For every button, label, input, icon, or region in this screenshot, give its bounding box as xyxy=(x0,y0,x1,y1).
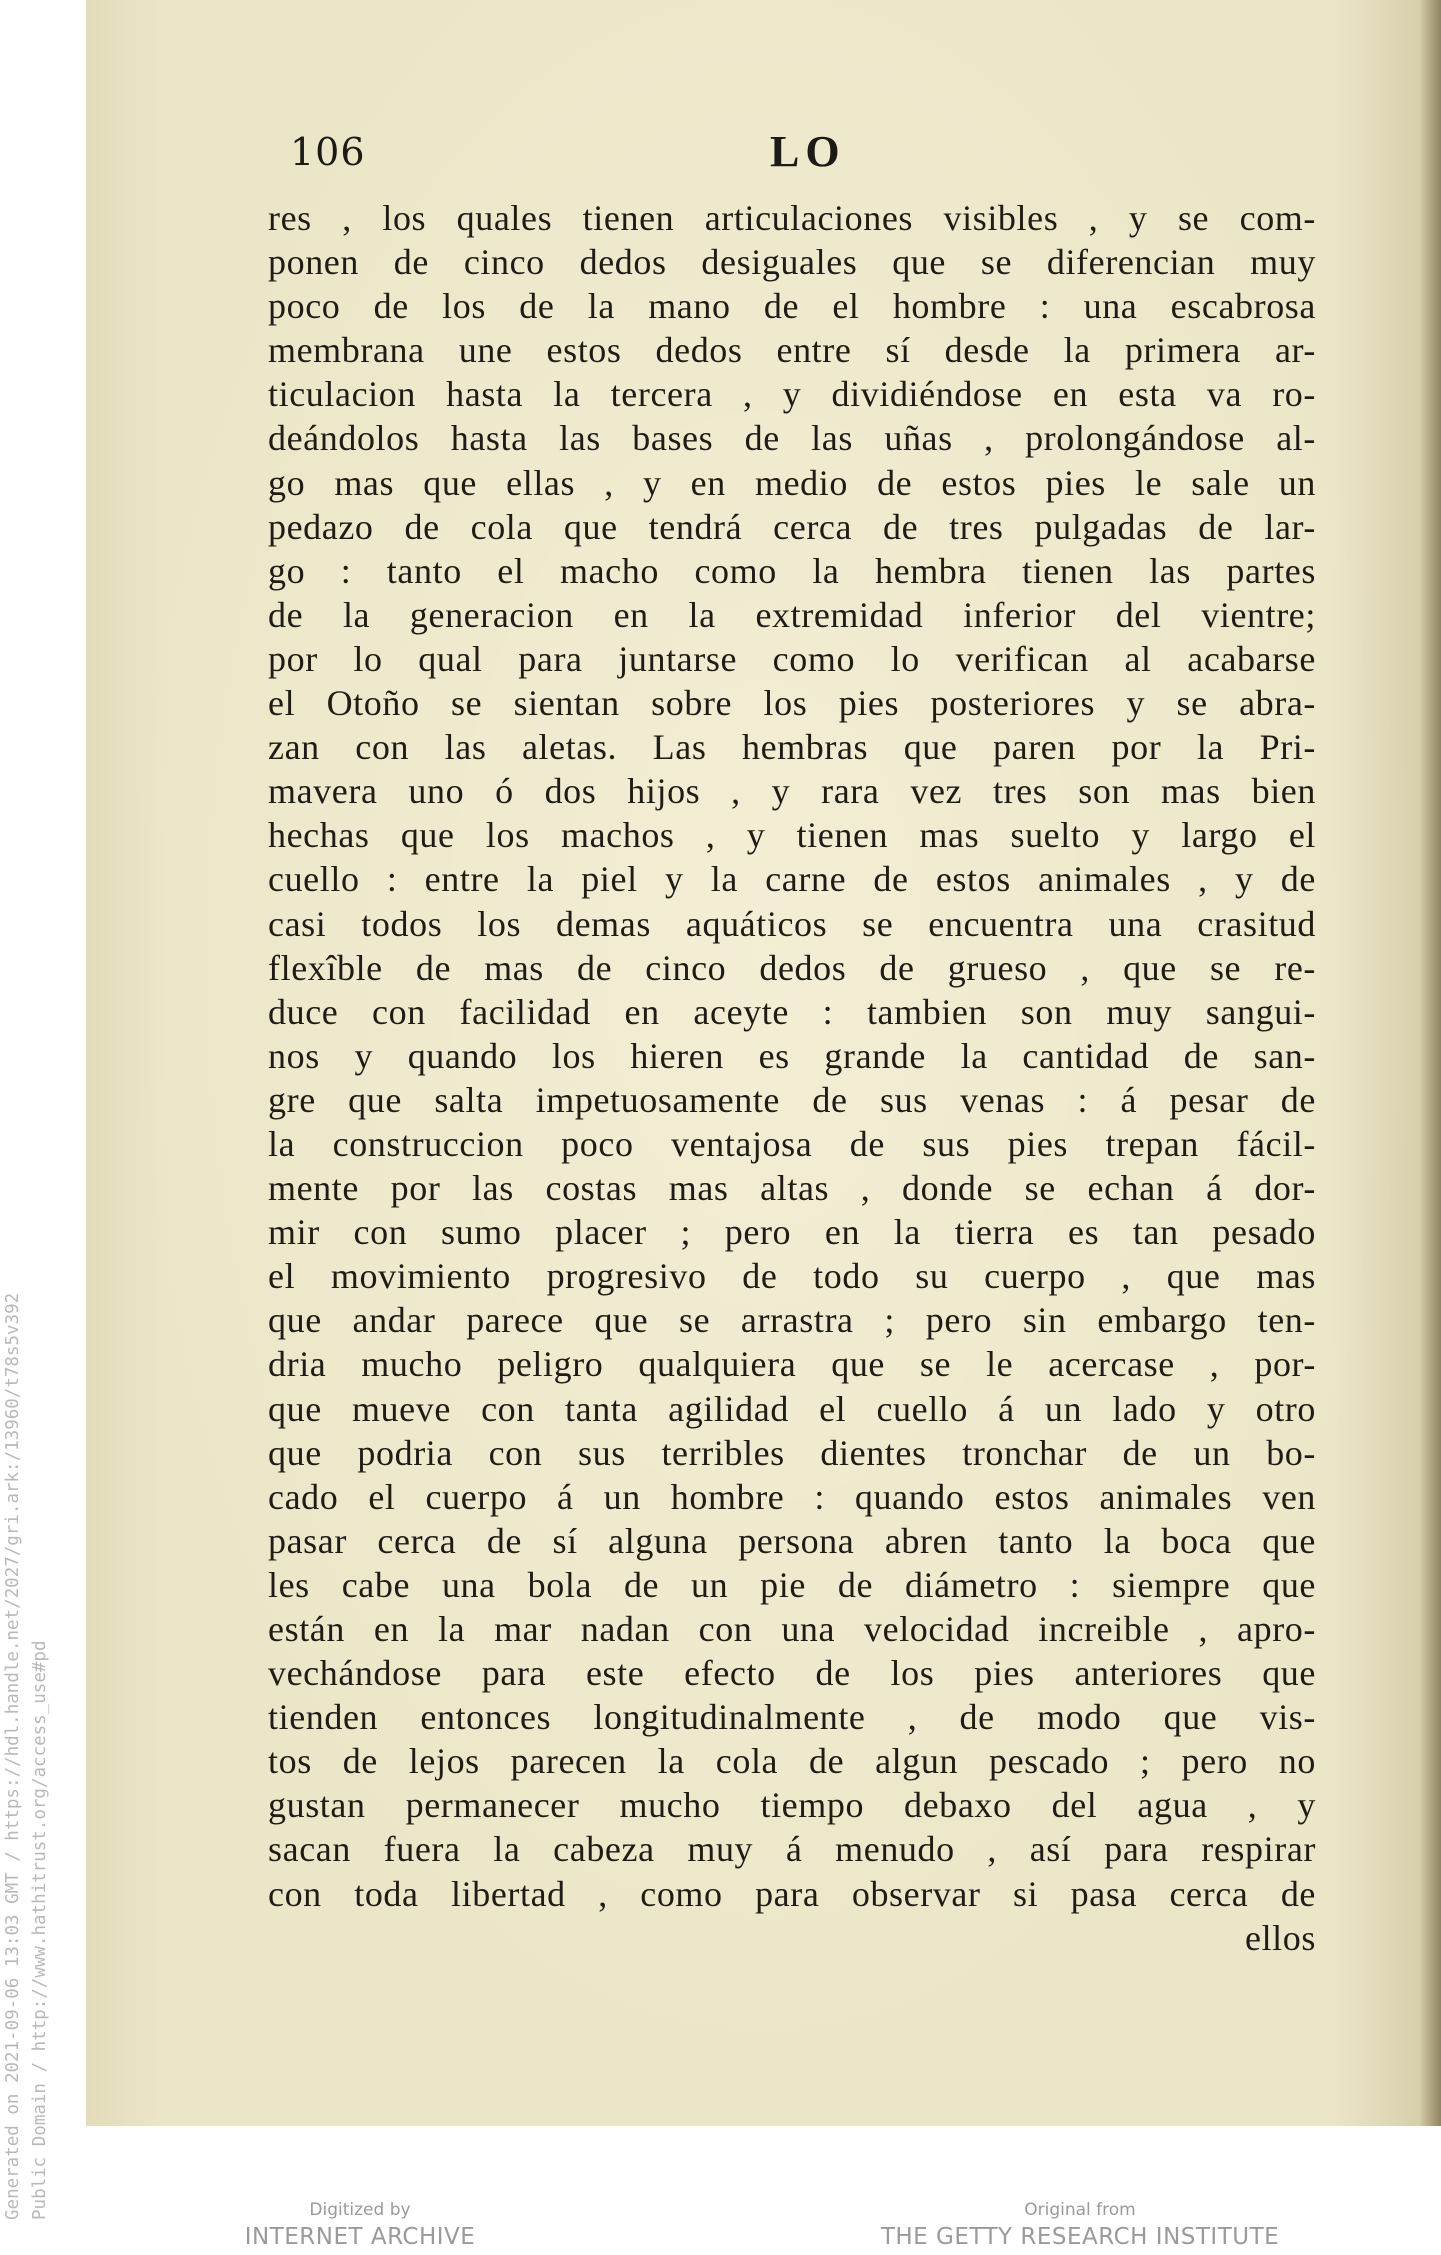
digitized-by-credit xyxy=(220,2198,500,2255)
text-line: go mas que ellas , y en medio de estos pies le sale un xyxy=(268,462,1316,503)
text-line: pasar cerca de sí alguna persona abren tanto la boca que xyxy=(268,1520,1316,1561)
running-head: LO xyxy=(770,127,846,176)
digitized-by-label: Digitized by xyxy=(309,2200,411,2220)
text-line: res , los quales tienen articulaciones visibles , y se com- xyxy=(268,198,1316,238)
text-line: con toda libertad , como para observar si pasa cerca de xyxy=(268,1873,1316,1914)
generation-stamp-line: Generated on 2021-09-06 13:03 GMT / https://hdl.handle.net/2027/gri.ark:/13960/t78s5v392 xyxy=(3,1292,23,2220)
text-line: el movimiento progresivo de todo su cuerpo , que mas xyxy=(268,1256,1316,1297)
text-line: vechándose para este efecto de los pies anteriores que xyxy=(268,1653,1316,1694)
text-line: ticulacion hasta la tercera , y dividiéndose en esta va ro- xyxy=(268,374,1316,415)
text-line: gre que salta impetuosamente de sus venas : á pesar de xyxy=(268,1079,1316,1120)
generation-stamp xyxy=(0,1100,60,2220)
text-line: cado el cuerpo á un hombre : quando estos animales ven xyxy=(268,1476,1316,1517)
text-line: go : tanto el macho como la hembra tienen las partes xyxy=(268,550,1316,591)
body-text xyxy=(268,196,1316,1960)
text-line: les cabe una bola de un pie de diámetro : siempre que xyxy=(268,1564,1316,1605)
text-line: la construccion poco ventajosa de sus pies trepan fácil- xyxy=(268,1123,1316,1164)
text-line: pedazo de cola que tendrá cerca de tres pulgadas de lar- xyxy=(268,506,1316,547)
text-line: tienden entonces longitudinalmente , de modo que vis- xyxy=(268,1697,1316,1738)
text-line: por lo qual para juntarse como lo verifican al acabarse xyxy=(268,638,1316,679)
text-line: cuello : entre la piel y la carne de estos animales , y de xyxy=(268,859,1316,900)
text-line: ponen de cinco dedos desiguales que se diferencian muy xyxy=(268,242,1316,283)
catchword: ellos xyxy=(1245,1917,1316,1958)
text-line: mavera uno ó dos hijos , y rara vez tres son mas bien xyxy=(268,771,1316,812)
text-line: zan con las aletas. Las hembras que paren por la Pri- xyxy=(268,727,1316,768)
license-stamp-line: Public Domain / http://www.hathitrust.org/access_use#pd xyxy=(30,1640,50,2220)
text-line: están en la mar nadan con una velocidad increible , apro- xyxy=(268,1609,1316,1649)
text-line: poco de los de la mano de el hombre : una escabrosa xyxy=(268,286,1316,327)
text-line: el Otoño se sientan sobre los pies posteriores y se abra- xyxy=(268,683,1316,724)
text-line: deándolos hasta las bases de las uñas , prolongándose al- xyxy=(268,418,1316,459)
text-line: de la generacion en la extremidad inferior del vientre; xyxy=(268,594,1316,635)
original-from-label: Original from xyxy=(1024,2200,1136,2220)
original-from-credit xyxy=(860,2198,1300,2255)
text-line: que andar parece que se arrastra ; pero sin embargo ten- xyxy=(268,1300,1316,1341)
text-line: membrana une estos dedos entre sí desde la primera ar- xyxy=(268,330,1316,371)
text-line: gustan permanecer mucho tiempo debaxo del agua , y xyxy=(268,1785,1316,1826)
text-line: duce con facilidad en aceyte : tambien son muy sangui- xyxy=(268,991,1316,1032)
text-line: casi todos los demas aquáticos se encuentra una crasitud xyxy=(268,903,1316,944)
page-number: 106 xyxy=(290,130,366,174)
text-line: tos de lejos parecen la cola de algun pescado ; pero no xyxy=(268,1741,1316,1782)
digitizer-name: INTERNET ARCHIVE xyxy=(244,2224,476,2250)
text-line: que podria con sus terribles dientes tronchar de un bo- xyxy=(268,1432,1316,1473)
text-line: sacan fuera la cabeza muy á menudo , así para respirar xyxy=(268,1829,1316,1870)
text-line: hechas que los machos , y tienen mas suelto y largo el xyxy=(268,815,1316,856)
text-line: que mueve con tanta agilidad el cuello á un lado y otro xyxy=(268,1388,1316,1429)
text-line: dria mucho peligro qualquiera que se le acercase , por- xyxy=(268,1344,1316,1385)
text-line: nos y quando los hieren es grande la cantidad de san- xyxy=(268,1035,1316,1076)
text-line: mente por las costas mas altas , donde se echan á dor- xyxy=(268,1168,1316,1209)
text-line: flexîble de mas de cinco dedos de grueso , que se re- xyxy=(268,947,1316,988)
page-edge-shadow xyxy=(1419,0,1441,2126)
page-header xyxy=(290,126,910,186)
text-line: mir con sumo placer ; pero en la tierra es tan pesado xyxy=(268,1212,1316,1253)
source-institution-name: THE GETTY RESEARCH INSTITUTE xyxy=(880,2224,1280,2250)
